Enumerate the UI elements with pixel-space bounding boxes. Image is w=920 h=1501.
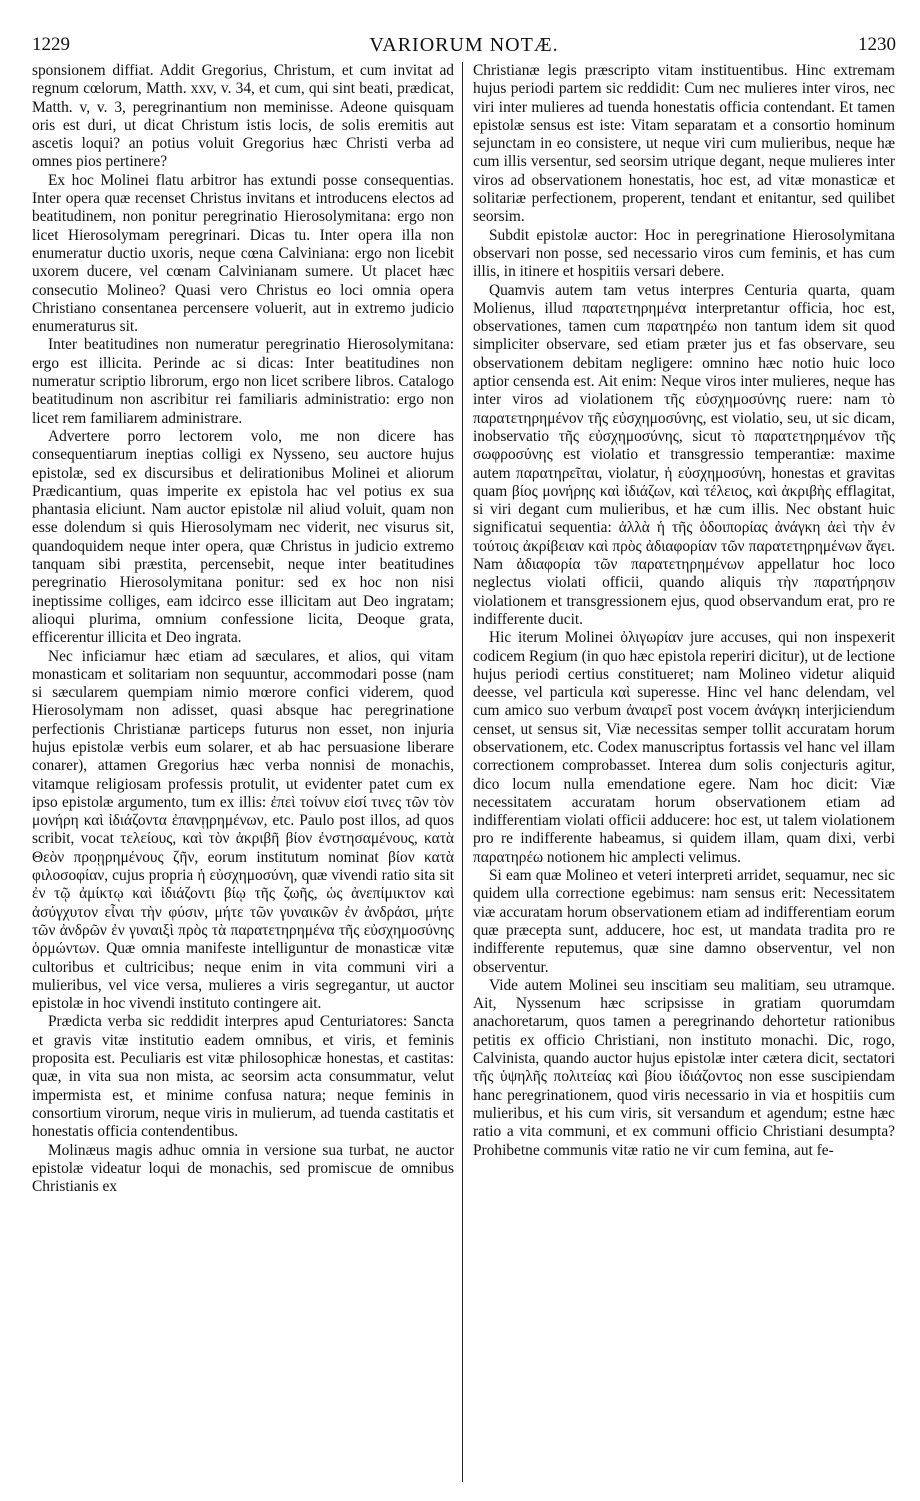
paragraph: Si eam quæ Molineo et veteri interpreti arridet, sequamur, nec sic quidem ulla correctione egebimus: nam sensus erit: Necessitatem viæ accuratam horum observationem etiam ad indifferentiam eorum quæ præcepta sunt, adducere, hoc est, ut mandata tradita pro re indifferente reputemus, quæ sine damno observentur, vel non observentur. bbox=[473, 867, 895, 976]
right-column bbox=[473, 62, 895, 1160]
paragraph: Ex hoc Molinei flatu arbitror has extundi posse consequentias. Inter opera quæ recenset Christus invitans et introducens electos ad beatitudinem, non ponitur peregrinatio Hierosolymitana: ergo non licet Hierosolymam peregrinari. Dicas tu. Inter opera illa non enumeratur ductio uxoris, neque cœna Calviniana: ergo non licebit uxorem ducere, vel cœnam Calvinianam sumere. Ut placet hæc consecutio Molineo? Quasi vero Christus eo loci omnia opera Christiano consentanea percensere voluerit, aut in extremo judicio enumeraturus sit. bbox=[32, 171, 454, 336]
column-divider bbox=[462, 62, 463, 1482]
paragraph: sponsionem diffiat. Addit Gregorius, Christum, et cum invitat ad regnum cœlorum, Matth. xxv, v. 34, et cum, qui sint beati, prædicat, Matth. v, v. 3, peregrinantium non meminisse. Adeone quisquam oris est duri, ut dicat Christum istis locis, de solis eremitis aut ascetis loqui? an potius voluit Gregorius hæc Christi verba ad omnes pios pertinere? bbox=[32, 62, 454, 171]
paragraph: Vide autem Molinei seu inscitiam seu malitiam, seu utramque. Ait, Nyssenum hæc scripsisse in gratiam quorumdam anachoretarum, quos tamen a peregrinando dehortetur rationibus petitis ex officio Christiani, non instituto monachi. Dic, rogo, Calvinista, quando auctor hujus epistolæ inter cætera dicit, sectatori τῆς ὑψηλῆς πολιτείας καὶ βίου ἰδιάζοντος non esse suscipiendam hanc peregrinationem, quod viris necessario in via et hospitiis cum mulieribus, et his cum viris, sit versandum et agendum; estne hæc ratio a vita communi, et ex communi officio Christiani desumpta? Prohibetne communis vitæ ratio ne vir cum femina, aut fe- bbox=[473, 976, 895, 1159]
paragraph: Prædicta verba sic reddidit interpres apud Centuriatores: Sancta et gravis vitæ institutio eadem omnibus, et viris, et feminis proposita est. Peculiaris est vitæ philosophicæ honestas, et castitas: quæ, in vita sua non mista, ac seorsim acta consummatur, velut impermista est, et minime confusa natura; neque feminis in consortium virorum, neque viris in mulierum, ad tuenda castitatis et honestatis officia contendentibus. bbox=[32, 1013, 454, 1141]
paragraph: Nec inficiamur hæc etiam ad sæculares, et alios, qui vitam monasticam et solitariam non sequuntur, accommodari posse (nam si sæcularem quempiam nimio mœrore confici viderem, quod Hierosolymam non adisset, quasi absque hac peregrinatione perfectionis Christianæ particeps futurus non esset, non injuria hujus epistolæ verbis eum solarer, et ab hac persuasione liberare conarer), attamen Gregorius hæc verba nonnisi de monachis, vitamque religiosam professis protulit, ut evidenter patet cum ex ipso epistolæ argumento, tum ex illis: ἐπεὶ τοίνυν εἰσί τινες τῶν τὸν μονήρη καὶ ἰδιάζοντα ἐπανῃρημένων, etc. Paulo post illos, ad quos scribit, vocat τελείους, καὶ τὸν ἀκριβῆ βίον ἐνστησαμένους, κατὰ Θεὸν προῃρημένους ζῆν, eorum institutum nominat βίον κατὰ φιλοσοφίαν, cujus propria ἡ εὐσχημοσύνη, quæ vivendi ratio sita sit ἐν τῷ ἀμίκτῳ καὶ ἰδιάζοντι βίῳ τῆς ζωῆς, ὡς ἀνεπίμικτον καὶ ἀσύγχυτον εἶναι τὴν φύσιν, μήτε τῶν γυναικῶν ἐν ἀνδράσι, μήτε τῶν ἀνδρῶν ἐν γυναιξὶ πρὸς τὰ παρατετηρημένα τῆς εὐσχημοσύνης ὁρμώντων. Quæ omnia manifeste intelliguntur de monasticæ vitæ cultoribus et cultricibus; neque enim in vita communi viri a mulieribus, vel vice versa, mulieres a viris segregantur, ut auctor epistolæ in hoc vivendi instituto contingere ait. bbox=[32, 647, 454, 1013]
paragraph: Inter beatitudines non numeratur peregrinatio Hierosolymitana: ergo est illicita. Perinde ac si dicas: Inter beatitudines non numeratur scriptio librorum, ergo non licet scribere libros. Catalogo beatitudinum non ascribitur rei familiaris administratio: ergo non licet rem familiarem administrare. bbox=[32, 336, 454, 427]
page-number-left: 1229 bbox=[32, 34, 70, 55]
paragraph: Subdit epistolæ auctor: Hoc in peregrinatione Hierosolymitana observari non posse, sed necessario viros cum feminis, et has cum illis, in itinere et hospitiis versari debere. bbox=[473, 226, 895, 281]
running-title: VARIORUM NOTÆ. bbox=[369, 34, 559, 56]
page-number-right: 1230 bbox=[858, 34, 896, 55]
paragraph: Hic iterum Molinei ὀλιγωρίαν jure accuses, qui non inspexerit codicem Regium (in quo hæc epistola reperiri dicitur), ut de lectione hujus periodi certius constitueret; nam Molineo videtur aliquid deesse, vel particula καὶ superesse. Hinc vel hanc delendam, vel cum amico suo verbum ἀναιρεῖ post vocem ἀνάγκη interjiciendum censet, ut sensus sit, Viæ necessitas semper tollit accuratam horum observationem, etc. Codex manuscriptus fortassis vel hanc vel illam correctionem comprobasset. Interea dum solis conjecturis agitur, dico locum nulla emendatione egere. Nam hoc dicit: Viæ necessitatem accuratam horum observationem etiam ad indifferentiam violati officii adducere: hoc est, ut talem violationem pro re indifferente habeamus, si quidem illam, quam dixi, verbi παρατηρέω notionem hic amplecti velimus. bbox=[473, 629, 895, 866]
paragraph: Christianæ legis præscripto vitam instituentibus. Hinc extremam hujus periodi partem sic reddidit: Cum nec mulieres inter viros, nec viri inter mulieres ad tuenda honestatis officia contendant. Et tamen epistolæ sensus est iste: Vitam separatam et a consortio hominum sejunctam in eo consistere, ut neque viri cum mulieribus, neque hæ cum illis versentur, sed seorsim utrique degant, neque mulieres inter viros ad observationem honestatis, hoc est, ad vitæ monasticæ et solitariæ perfectionem, properent, tendant et enitantur, sed quilibet seorsim. bbox=[473, 62, 895, 226]
paragraph: Molinæus magis adhuc omnia in versione sua turbat, ne auctor epistolæ videatur loqui de monachis, sed promiscue de omnibus Christianis ex bbox=[32, 1141, 454, 1196]
paragraph: Quamvis autem tam vetus interpres Centuria quarta, quam Molienus, illud παρατετηρημένα interpretantur officia, hoc est, observationes, tamen cum παρατηρέω non tantum idem sit quod simpliciter observare, sed etiam præter jus et fas observare, seu observationem debitam negligere: omnino hæc notio huic loco aptior censenda est. Ait enim: Neque viros inter mulieres, neque has inter viros ad violationem τῆς εὐσχημοσύνης ruere: nam τὸ παρατετηρημένον τῆς εὐσχημοσύνης, est violatio, seu, ut sic dicam, inobservatio τῆς εὐσχημοσύνης, sicut τὸ παρατετηρημένον τῆς σωφροσύνης est violatio et transgressio temperantiæ: maxime autem παρατηρεῖται, violatur, ἡ εὐσχημοσύνη, honestas et gravitas quam βίος μονήρης καὶ ἰδιάζων, καὶ τέλειος, καὶ ἀκριβὴς efflagitat, si viri degant cum mulieribus, et hæ cum illis. Nec obstant huic significatui sequentia: ἀλλὰ ἡ τῆς ὁδοιπορίας ἀνάγκη ἀεὶ τὴν ἐν τούτοις ἀκρίβειαν καὶ πρὸς ἀδιαφορίαν τῶν παρατετηρημένων ἄγει. Nam ἀδιαφορία τῶν παρατετηρημένων appellatur hoc loco neglectus violati officii, quando aliquis τὴν παρατήρησιν violationem et transgressionem ejus, quod observandum erat, pro re indifferente ducit. bbox=[473, 281, 895, 628]
running-header bbox=[32, 16, 896, 56]
left-column bbox=[32, 62, 454, 1196]
paragraph: Advertere porro lectorem volo, me non dicere has consequentiarum ineptias colligi ex Nysseno, seu auctore hujus epistolæ, sed ex discursibus et delirationibus Molinei et aliorum Prædicantium, quas imperite ex epistola hac vel potius ex sua phantasia eliciunt. Nam auctor epistolæ nil aliud voluit, quam non esse dolendum si quis Hierosolymam nec viderit, nec visurus sit, quandoquidem neque inter opera, quæ Christus in judicio extremo tanquam sibi præstita, percensebit, neque inter beatitudines peregrinatio Hierosolymitana ponitur: sed ex hoc non nisi ineptissime colliges, eam idcirco esse illicitam aut Deo ingratam; alioqui plurima, omnium confessione licita, Deoque grata, efficerentur illicita et Deo ingrata. bbox=[32, 427, 454, 647]
